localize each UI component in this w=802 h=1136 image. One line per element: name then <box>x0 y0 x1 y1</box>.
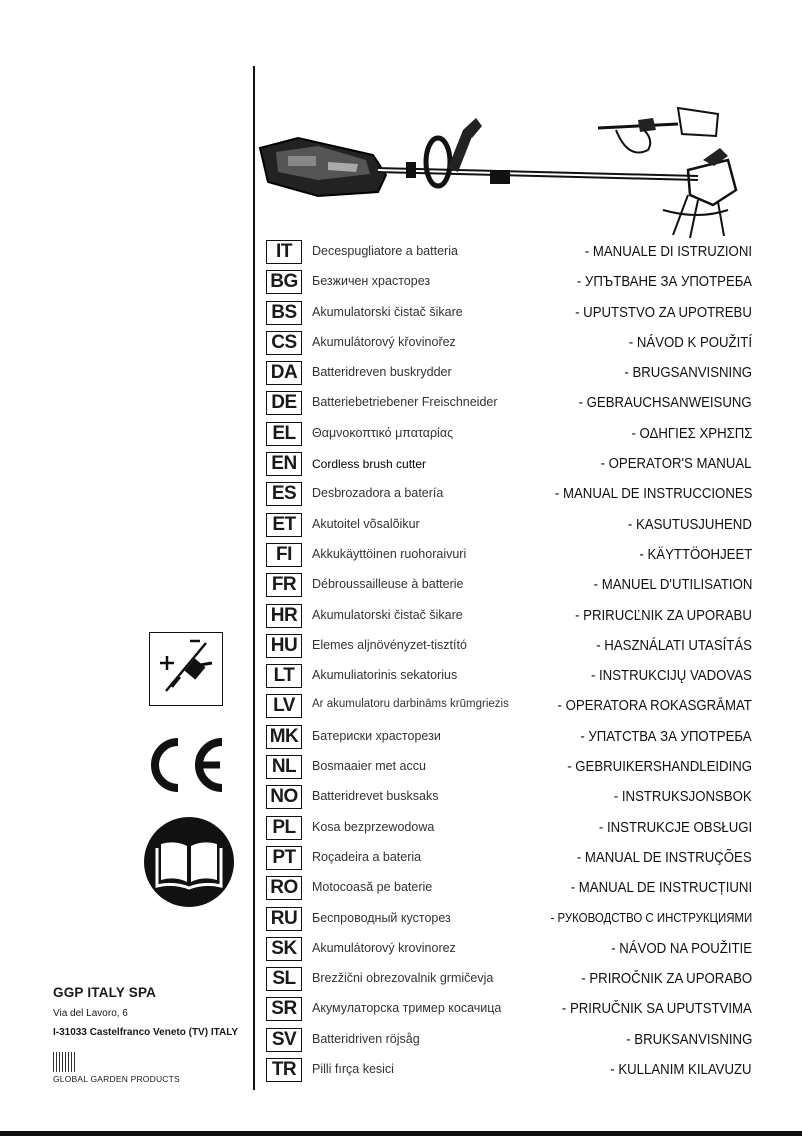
brush-cutter-illustration <box>258 100 778 240</box>
manual-title: - УПЪТВАНЕ ЗА УПОТРЕБА <box>576 273 752 291</box>
product-name: Kosa bezprzewodowa <box>312 819 435 834</box>
language-row-lt <box>266 662 752 692</box>
language-code: LT <box>266 664 302 688</box>
manual-title: - NÁVOD NA POUŽITIE <box>611 939 752 957</box>
product-name: Cordless brush cutter <box>312 457 427 472</box>
product-name: Беспроводный кусторез <box>312 910 451 925</box>
language-row-da <box>266 359 752 389</box>
language-code: PT <box>266 846 302 870</box>
language-code: EN <box>266 452 302 476</box>
company-info <box>53 985 253 1038</box>
language-row-sk <box>266 935 752 965</box>
language-row-bs <box>266 299 752 329</box>
language-row-pl <box>266 814 752 844</box>
logo-bars-icon <box>53 1052 75 1072</box>
manual-title: - УПАТСТВА ЗА УПОТРЕБА <box>580 727 752 745</box>
language-code: SV <box>266 1028 302 1052</box>
language-code: BS <box>266 301 302 325</box>
manual-title: - OPERATORA ROKASGRĀMAT <box>557 697 752 715</box>
language-list <box>266 238 752 1086</box>
manual-title: - INSTRUKSJONSBOK <box>614 788 752 806</box>
language-code: EL <box>266 422 302 446</box>
manual-title: - INSTRUKCJE OBSŁUGI <box>598 818 752 836</box>
language-row-et <box>266 511 752 541</box>
language-row-lv <box>266 692 752 722</box>
product-name: Brezžični obrezovalnik grmičevja <box>312 971 494 986</box>
product-name: Bosmaaier met accu <box>312 759 426 774</box>
language-row-sr <box>266 995 752 1025</box>
language-code: SK <box>266 937 302 961</box>
product-name: Акумулаторска тример косачица <box>312 1001 502 1016</box>
manual-title: - РУКОВОДСТВО С ИНСТРУКЦИЯМИ <box>550 909 752 925</box>
language-code: DA <box>266 361 302 385</box>
product-name: Elemes aljnövényzet-tisztító <box>312 637 467 652</box>
manual-title: - NÁVOD K POUŽITÍ <box>628 333 752 351</box>
manual-title: - GEBRUIKERSHANDLEIDING <box>567 758 752 776</box>
language-row-bg <box>266 268 752 298</box>
language-code: FR <box>266 573 302 597</box>
language-code: PL <box>266 816 302 840</box>
product-name: Akumulátorový křovinořez <box>312 334 456 349</box>
language-code: ES <box>266 482 302 506</box>
product-name: Motocoasă pe baterie <box>312 880 433 895</box>
product-name: Akumuliatorinis sekatorius <box>312 668 458 683</box>
company-name: GGP ITALY SPA <box>53 985 157 1000</box>
product-name: Батериски храсторези <box>312 728 441 743</box>
product-name: Безжичен храсторез <box>312 274 431 289</box>
language-code: SR <box>266 997 302 1021</box>
language-row-cs <box>266 329 752 359</box>
product-name: Débroussailleuse à batterie <box>312 577 464 592</box>
language-row-no <box>266 783 752 813</box>
product-name: Ar akumulatoru darbināms krūmgriezis <box>312 698 509 711</box>
language-code: NO <box>266 785 302 809</box>
language-code: BG <box>266 270 302 294</box>
manual-title: - PRIROČNIK ZA UPORABO <box>581 970 752 988</box>
language-row-de <box>266 389 752 419</box>
company-address-street: Via del Lavoro, 6 <box>53 1008 128 1019</box>
manual-title: - KASUTUSJUHEND <box>628 515 752 533</box>
language-code: ET <box>266 513 302 537</box>
product-name: Akumulátorový krovinorez <box>312 940 456 955</box>
language-row-mk <box>266 723 752 753</box>
language-row-en <box>266 450 752 480</box>
manual-title: - MANUAL DE INSTRUCȚIUNI <box>570 879 752 897</box>
language-code: RO <box>266 876 302 900</box>
logo-text: GLOBAL GARDEN PRODUCTS <box>53 1074 180 1084</box>
language-code: MK <box>266 725 302 749</box>
company-address-city: I-31033 Castelfranco Veneto (TV) ITALY <box>53 1027 239 1038</box>
product-name: Pilli fırça kesici <box>312 1062 394 1077</box>
manual-title: - PRIRUCĽNIK ZA UPORABU <box>575 606 752 624</box>
manual-title: - UPUTSTVO ZA UPOTREBU <box>575 303 752 321</box>
ggp-logo <box>53 1052 193 1084</box>
language-row-sl <box>266 965 752 995</box>
manual-title: - HASZNÁLATI UTASÍTÁS <box>596 636 752 654</box>
manual-title: - KULLANIM KILAVUZU <box>610 1061 752 1079</box>
vertical-divider <box>253 66 255 1090</box>
manual-title: - PRIRUČNIK SA UPUTSTVIMA <box>562 1000 752 1018</box>
manual-title: - OPERATOR'S MANUAL <box>601 455 752 473</box>
language-code: IT <box>266 240 302 264</box>
manual-title: - ΟΔΗΓΙΕΣ ΧΡΗΣΠΣ <box>631 424 752 442</box>
ce-mark-icon <box>146 736 228 794</box>
language-code: RU <box>266 907 302 931</box>
product-name: Batteridriven röjsåg <box>312 1031 420 1046</box>
language-row-hr <box>266 602 752 632</box>
language-code: HR <box>266 604 302 628</box>
product-name: Akumulatorski čistač šikare <box>312 304 463 319</box>
manual-title: - MANUALE DI ISTRUZIONI <box>584 243 752 260</box>
manual-title: - BRUGSANVISNING <box>624 364 752 382</box>
language-row-ru <box>266 905 752 935</box>
manual-title: - INSTRUKCIJŲ VADOVAS <box>591 667 752 685</box>
language-row-ro <box>266 874 752 904</box>
language-row-tr <box>266 1056 752 1086</box>
product-name: Θαμνοκοπτικό μπαταρίας <box>312 425 454 440</box>
product-name: Akumulatorski čistač šikare <box>312 607 463 622</box>
language-code: TR <box>266 1058 302 1082</box>
manual-title: - BRUKSANVISNING <box>625 1030 752 1048</box>
product-name: Decespugliatore a batteria <box>312 244 458 258</box>
language-code: NL <box>266 755 302 779</box>
product-name: Batteridrevet busksaks <box>312 789 439 804</box>
language-row-sv <box>266 1026 752 1056</box>
language-code: DE <box>266 391 302 415</box>
product-name: Desbrozadora a batería <box>312 486 444 501</box>
language-code: SL <box>266 967 302 991</box>
product-name: Akutoitel võsalõikur <box>312 516 420 531</box>
language-row-hu <box>266 632 752 662</box>
language-row-fr <box>266 571 752 601</box>
language-row-it <box>266 238 752 268</box>
manual-title: - MANUEL D'UTILISATION <box>593 576 752 594</box>
language-code: HU <box>266 634 302 658</box>
manual-title: - MANUAL DE INSTRUCCIONES <box>554 485 752 503</box>
bottom-rule <box>0 1131 802 1136</box>
manual-title: - GEBRAUCHSANWEISUNG <box>578 394 752 412</box>
product-name: Roçadeira a bateria <box>312 849 422 864</box>
manual-title: - MANUAL DE INSTRUÇÕES <box>577 848 752 866</box>
open-book-icon <box>143 816 235 908</box>
battery-disposal-icon <box>149 632 223 706</box>
product-name: Akkukäyttöinen ruohoraivuri <box>312 546 467 561</box>
language-code: LV <box>266 694 302 718</box>
language-row-nl <box>266 753 752 783</box>
manual-title: - KÄYTTÖOHJEET <box>639 545 752 563</box>
product-name: Batteridreven buskrydder <box>312 365 452 380</box>
language-row-el <box>266 420 752 450</box>
product-name: Batteriebetriebener Freischneider <box>312 395 498 410</box>
language-row-pt <box>266 844 752 874</box>
language-row-es <box>266 480 752 510</box>
language-row-fi <box>266 541 752 571</box>
language-code: FI <box>266 543 302 567</box>
language-code: CS <box>266 331 302 355</box>
